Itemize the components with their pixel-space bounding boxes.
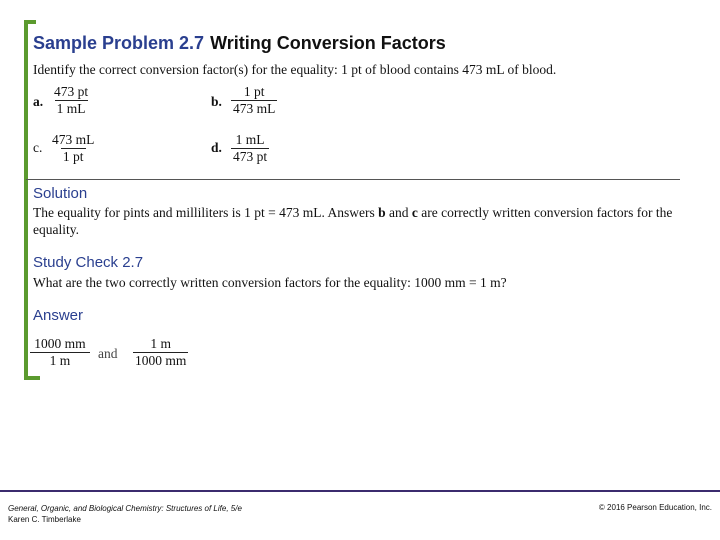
answer-connector: and	[98, 346, 118, 361]
solution-text-part: are correctly written conversion factors for the equality.	[33, 205, 673, 237]
option-d-numerator: 1 mL	[235, 132, 265, 147]
option-a-denominator: 1 mL	[56, 101, 86, 116]
page-title	[33, 33, 446, 54]
answer-heading: Answer	[33, 307, 84, 324]
option-b-denominator: 473 mL	[233, 101, 276, 116]
solution-answer-b: b	[378, 205, 386, 220]
option-d-denominator: 473 pt	[233, 149, 268, 164]
answer-fraction-1	[30, 336, 90, 369]
solution-heading: Solution	[33, 185, 88, 202]
answer-fraction-1-denominator: 1 m	[30, 352, 90, 369]
study-check-heading: Study Check 2.7	[33, 254, 144, 271]
problem-prompt: Identify the correct conversion factor(s) for the equality: 1 pt of blood contains 473 mL of blood.	[33, 62, 557, 77]
answer-fraction-2-denominator: 1000 mm	[135, 353, 187, 368]
answer-fraction-2-numerator: 1 m	[150, 336, 172, 351]
option-d-letter: d.	[211, 140, 222, 155]
accent-bar-top	[24, 20, 36, 24]
option-c-numerator: 473 mL	[52, 132, 95, 147]
option-c-letter: c.	[33, 140, 43, 155]
footer-book: General, Organic, and Biological Chemistry: Structures of Life, 5/e	[8, 504, 242, 513]
option-b-fraction	[231, 84, 277, 117]
footer-author: Karen C. Timberlake	[8, 515, 81, 524]
solution-text	[33, 204, 683, 238]
option-a-fraction	[52, 84, 90, 117]
problem-label: Sample Problem 2.7	[33, 33, 205, 53]
option-b-letter: b.	[211, 94, 222, 109]
option-b-numerator: 1 pt	[243, 84, 265, 99]
answer-fraction-2	[133, 336, 188, 369]
accent-bar-foot	[24, 376, 40, 380]
option-d-fraction	[231, 132, 269, 165]
section-divider	[26, 179, 680, 180]
solution-answer-c: c	[411, 205, 418, 220]
problem-title: Writing Conversion Factors	[210, 33, 446, 53]
solution-text-part: The equality for pints and milliliters is 1 pt = 473 mL. Answers	[33, 205, 379, 220]
option-c-denominator: 1 pt	[62, 149, 84, 164]
solution-text-part: and	[385, 205, 412, 220]
accent-bar	[24, 20, 28, 380]
answer-fraction-1-numerator: 1000 mm	[34, 336, 86, 351]
footer-copyright: © 2016 Pearson Education, Inc.	[598, 503, 712, 512]
option-a-numerator: 473 pt	[54, 84, 89, 99]
footer-citation	[8, 503, 242, 525]
study-check-text: What are the two correctly written conversion factors for the equality: 1000 mm = 1 m?	[33, 275, 507, 290]
option-a-letter: a.	[33, 94, 44, 109]
footer-rule	[0, 490, 720, 492]
option-c-fraction	[50, 132, 96, 165]
